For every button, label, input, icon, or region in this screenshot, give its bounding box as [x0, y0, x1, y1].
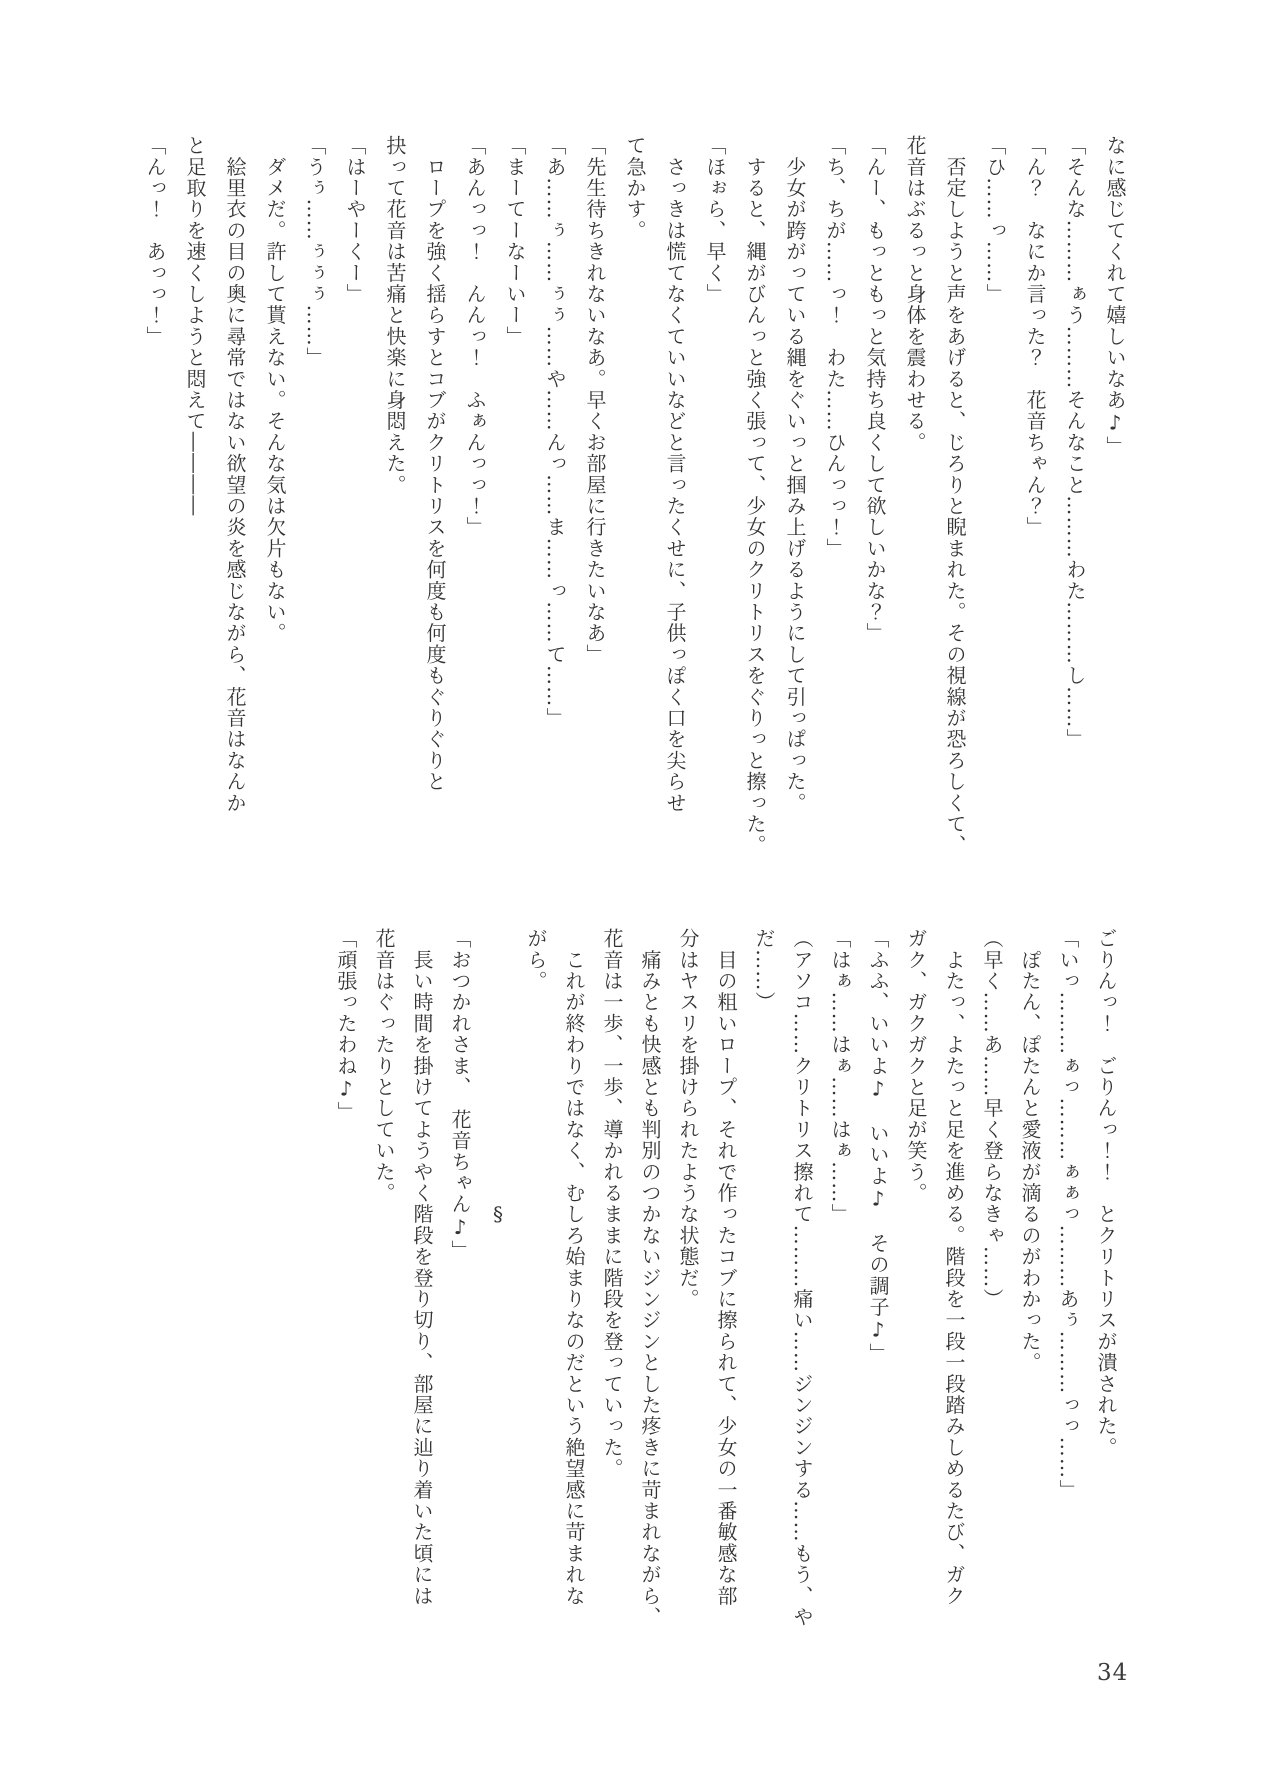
text-column: ロープを強く揺らすとコブがクリトリスを何度も何度もぐりぐりと	[423, 135, 447, 793]
text-column: 「いっ………ぁっ………ぁぁっ………あぅ………っっ……」	[1056, 928, 1080, 1501]
text-column: 「まーてーなーいー」	[503, 135, 527, 347]
text-column: これが終わりではなく、むしろ始まりなのだという絶望感に苛まれな	[562, 928, 586, 1607]
text-column: 否定しようと声をあげると、じろりと睨まれた。その視線が恐ろしくて、	[943, 135, 967, 856]
page-number: 34	[1097, 1660, 1129, 1686]
section-divider: §	[486, 1201, 510, 1228]
text-column: 花音はぐったりとしていた。	[372, 928, 396, 1204]
text-column: 目の粗いロープ、それで作ったコブに擦られて、少女の一番敏感な部	[714, 928, 738, 1607]
text-column: がら。	[524, 928, 548, 992]
text-column: 痛みとも快感とも判別のつかないジンジンとした疼きに苛まれながら、	[638, 928, 662, 1628]
text-column: 「はぁ……はぁ……はぁ……」	[828, 928, 852, 1225]
text-column: 絵里衣の目の奥に尋常ではない欲望の炎を感じながら、花音はなんか	[223, 135, 247, 814]
bottom-text-block	[327, 928, 1125, 1628]
text-column: 「頑張ったわね♪」	[334, 928, 358, 1123]
text-column: ぽたん、ぽたんと愛液が滴るのがわかった。	[1018, 928, 1042, 1374]
text-column: 花音はぶるっと身体を震わせる。	[903, 135, 927, 453]
text-column: 分はヤスリを掛けられたような状態だ。	[676, 928, 700, 1310]
text-column: だ……）	[752, 928, 776, 1013]
text-column: 抉って花音は苦痛と快楽に身悶えた。	[383, 135, 407, 496]
text-column: 「先生待ちきれないなあ。早くお部屋に行きたいなあ」	[583, 135, 607, 665]
text-column: 少女が跨がっている縄をぐいっと掴み上げるようにして引っぱった。	[783, 135, 807, 814]
text-column: 「おつかれさま、 花音ちゃん♪」	[448, 928, 472, 1262]
text-column: 「あんっっ！ んんっ！ ふぁんっっ！」	[463, 135, 487, 538]
text-column: すると、縄がびんっと強く張って、少女のクリトリスをぐりっと擦った。	[743, 135, 767, 856]
text-column: （早く……あ……早く登らなきゃ……）	[980, 928, 1004, 1310]
text-column: 「あ……ぅ……ぅぅ……や……んっ……ま……っ……て……」	[543, 135, 567, 729]
text-column: なに感じてくれて嬉しいなあ♪」	[1103, 135, 1127, 457]
text-column: 「ふふ、いいよ♪ いいよ♪ その調子♪」	[866, 928, 890, 1364]
text-column: 「はーやーくー」	[343, 135, 367, 305]
text-column: 「うぅ……ぅぅぅ……」	[303, 135, 327, 369]
text-column: ガク、ガクガクと足が笑う。	[904, 928, 928, 1204]
text-column: 「ち、ちが……っ！ わた……ひんっっ！」	[823, 135, 847, 559]
text-column: 長い時間を掛けてようやく階段を登り切り、部屋に辿り着いた頃には	[410, 928, 434, 1607]
text-column: 「ん？ なにか言った？ 花音ちゃん？」	[1023, 135, 1047, 538]
text-column: 花音は一歩、一歩、導かれるままに階段を登っていった。	[600, 928, 624, 1480]
text-column: 「ひ……っ……」	[983, 135, 1007, 305]
text-column: 「んっ！ あっっ！」	[143, 135, 167, 347]
text-column: よたっ、よたっと足を進める。階段を一段一段踏みしめるたび、ガク	[942, 928, 966, 1607]
text-column: 「んー、もっともっと気持ち良くして欲しいかな？」	[863, 135, 887, 644]
text-column: 「そんな………ぁう………そんなこと………わた………し……」	[1063, 135, 1087, 750]
text-column: て急かす。	[623, 135, 647, 241]
text-column: ごりんっ！ ごりんっ！！ とクリトリスが潰された。	[1094, 928, 1118, 1458]
text-column: ダメだ。許して貰えない。そんな気は欠片もない。	[263, 135, 287, 644]
text-column: （アソコ……クリトリス擦れて………痛い……ジンジンする……もう、や	[790, 928, 814, 1628]
top-text-block	[135, 135, 1135, 856]
text-column: さっきは慌てなくていいなどと言ったくせに、子供っぽく口を尖らせ	[663, 135, 687, 814]
text-column: と足取りを速くしようと悶えて――――	[183, 135, 207, 517]
text-column: 「ほぉら、早く」	[703, 135, 727, 305]
